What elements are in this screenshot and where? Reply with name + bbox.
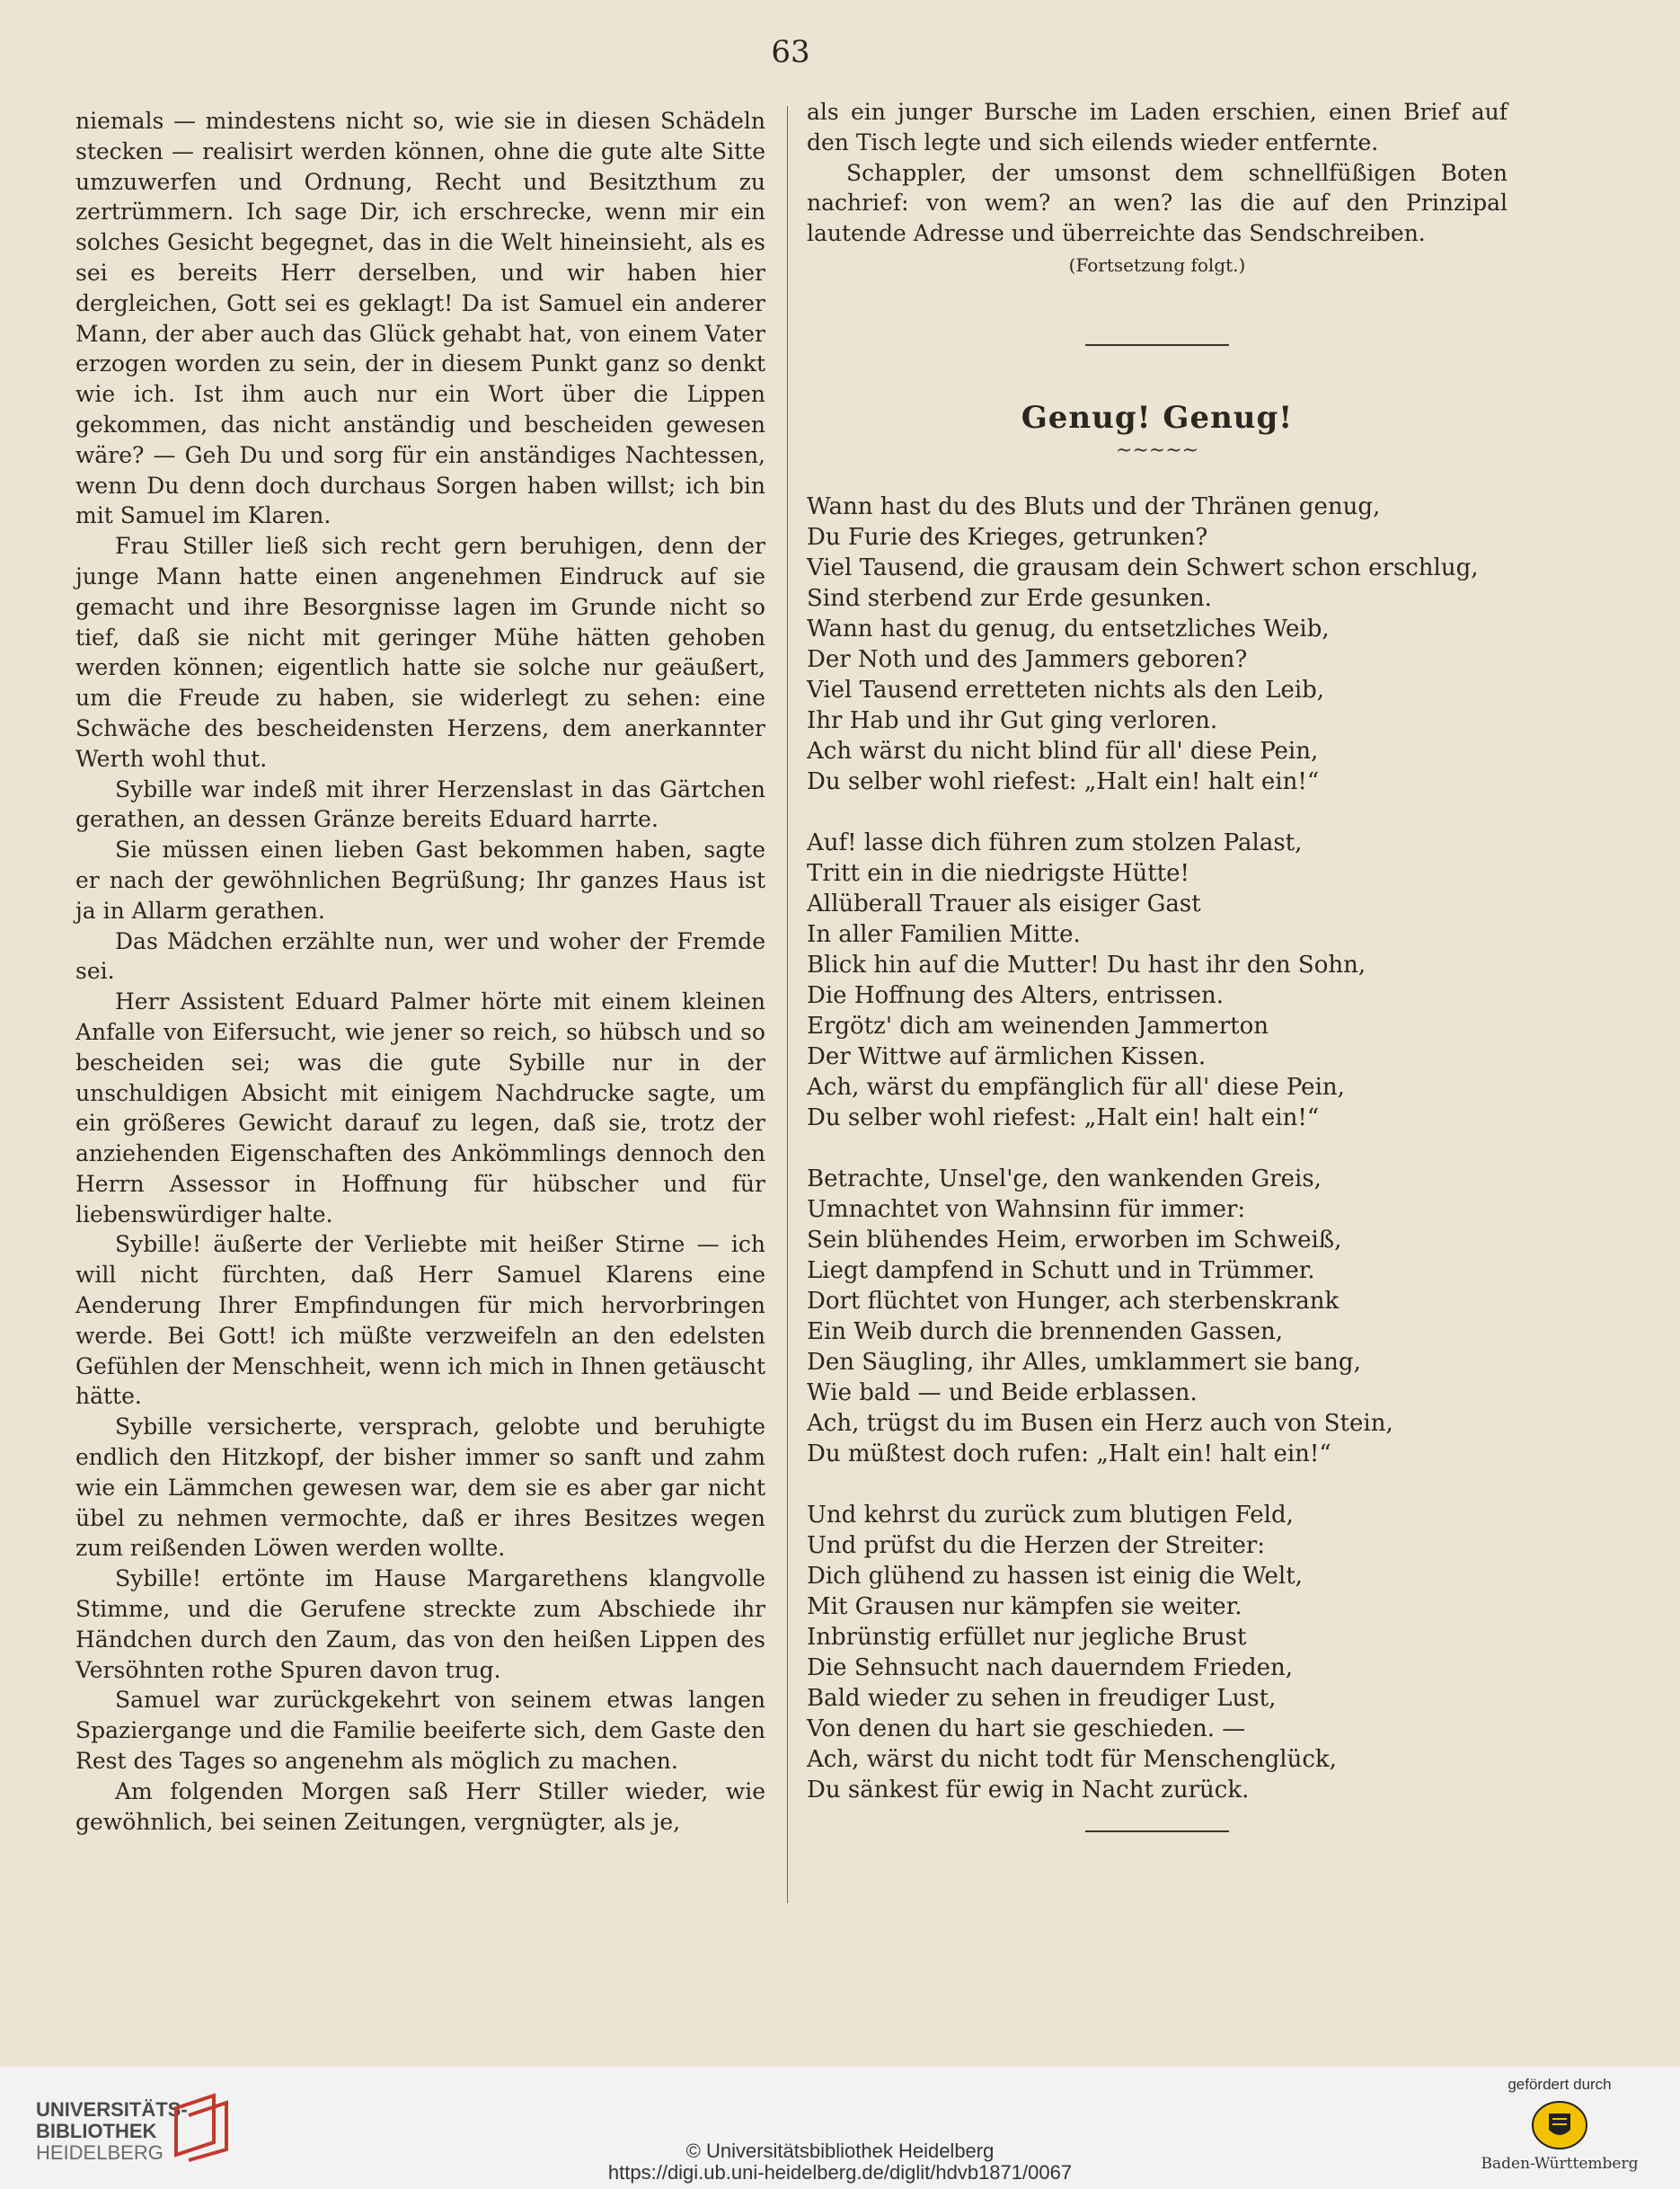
library-name-line: BIBLIOTHEK <box>36 2120 157 2142</box>
library-name-line: HEIDELBERG <box>36 2141 164 2164</box>
paragraph: Das Mädchen erzählte nun, wer und woher der Fremde sei. <box>75 927 765 985</box>
paragraph: als ein junger Bursche im Laden erschien, einen Brief auf den Tisch legte und sich eilends wieder entfernte. <box>807 99 1508 155</box>
paragraph: Sybille! ertönte im Hause Margarethens klangvolle Stimme, und die Gerufene streckte zum Abschiede ihr Händchen durch den Zaum, das von den heißen Lippen des Versöhnten rothe Spuren davon trug. <box>75 1565 765 1683</box>
copyright-block <box>0 2140 1680 2184</box>
poem-title: Genug! Genug! <box>1021 399 1294 436</box>
paragraph: Am folgenden Morgen saß Herr Stiller wieder, wie gewöhnlich, bei seinen Zeitungen, vergnügter, als je, <box>75 1777 765 1835</box>
poem-line: Bald wieder zu sehen in freudiger Lust, <box>807 1684 1277 1712</box>
poem-line: Allüberall Trauer als eisiger Gast <box>807 890 1201 917</box>
poem-line: In aller Familien Mitte. <box>807 920 1081 948</box>
poem-line: Sind sterbend zur Erde gesunken. <box>807 584 1212 612</box>
paragraph: Schappler, der umsonst dem schnellfüßigen Boten nachrief: von wem? an wen? las die auf den Prinzipal lautende Adresse und überreichte das Sendschreiben. <box>807 159 1508 247</box>
poem-line: Sein blühendes Heim, erworben im Schweiß, <box>807 1226 1342 1254</box>
poem-line: Wann hast du genug, du entsetzliches Weib, <box>807 615 1330 643</box>
title-ornament: ~~~~~ <box>1115 439 1199 462</box>
poem-stanza <box>807 828 1508 1133</box>
funder-block <box>1470 2076 1649 2173</box>
poem-line: Ihr Hab und ihr Gut ging verloren. <box>807 706 1218 734</box>
poem-line: Und prüfst du die Herzen der Streiter: <box>807 1531 1266 1559</box>
poem-line: Du müßtest doch rufen: „Halt ein! halt ein!“ <box>807 1440 1331 1467</box>
poem-line: Auf! lasse dich führen zum stolzen Palast, <box>807 829 1303 856</box>
poem-stanza <box>807 1500 1508 1805</box>
viewer-footer <box>0 2067 1680 2189</box>
poem-line: Ach, wärst du empfänglich für all' diese Pein, <box>807 1073 1345 1101</box>
paragraph: Frau Stiller ließ sich recht gern beruhigen, denn der junge Mann hatte einen angenehmen Eindruck auf sie gemacht und ihre Besorgnisse lagen im Grunde nicht so tief, daß sie nicht mit geringer Mühe hätten gehoben werden können; eigentlich hatte sie solche nur geäußert, um die Freude zu haben, sie widerlegt zu sehen: eine Schwäche des bescheidensten Herzens, dem anerkannter Werth wohl thut. <box>75 533 765 772</box>
funded-label: gefördert durch <box>1508 2076 1612 2093</box>
poem-line: Der Wittwe auf ärmlichen Kissen. <box>807 1042 1207 1070</box>
poem-line: Inbrünstig erfüllet nur jegliche Brust <box>807 1623 1247 1651</box>
paragraph: Herr Assistent Eduard Palmer hörte mit einem kleinen Anfalle von Eifersucht, wie jener so reich, so hübsch und so bescheiden sei; was die gute Sybille nur in der unschuldigen Absicht mit einigem Nachdrucke sagte, um ein größeres Gewicht darauf zu legen, daß sie, trotz der anziehenden Eigenschaften des Ankömmlings dennoch den Herrn Assessor in Hoffnung für hübscher und für liebenswürdiger halte. <box>75 988 765 1227</box>
poem-line: Die Hoffnung des Alters, entrissen. <box>807 981 1225 1009</box>
section-rule <box>1085 344 1229 346</box>
poem-line: Blick hin auf die Mutter! Du hast ihr den Sohn, <box>807 951 1366 979</box>
continued-note: (Fortsetzung folgt.) <box>1068 253 1246 276</box>
copyright-text: © Universitätsbibliothek Heidelberg <box>685 2140 995 2162</box>
funder-name: Baden-Württemberg <box>1481 2155 1639 2173</box>
poem-line: Ach, wärst du nicht todt für Menschenglück, <box>807 1745 1337 1773</box>
poem-line: Viel Tausend, die grausam dein Schwert schon erschlug, <box>807 554 1479 581</box>
paragraph: Samuel war zurückgekehrt von seinem etwas langen Spaziergange und die Familie beeiferte sich, dem Gaste den Rest des Tages so angenehm als möglich zu machen. <box>75 1687 765 1775</box>
poem-line: Und kehrst du zurück zum blutigen Feld, <box>807 1501 1294 1529</box>
library-name-line: UNIVERSITÄTS- <box>36 2098 188 2121</box>
poem-line: Viel Tausend erretteten nichts als den Leib, <box>807 676 1325 704</box>
story-continuation <box>807 97 1508 249</box>
paragraph: Sybille versicherte, versprach, gelobte und beruhigte endlich den Hitzkopf, der bisher immer so sanft und zahm wie ein Lämmchen gewesen war, dem sie es aber gar nicht übel zu nehmen vermochte, daß er ihres Besitzes wegen zum reißenden Löwen werden wollte. <box>75 1414 765 1562</box>
poem-line: Mit Grausen nur kämpfen sie weiter. <box>807 1592 1242 1620</box>
poem-line: Liegt dampfend in Schutt und in Trümmer. <box>807 1256 1315 1284</box>
poem-stanza <box>807 1164 1508 1469</box>
poem-line: Du sänkest für ewig in Nacht zurück. <box>807 1776 1250 1803</box>
right-column <box>807 97 1508 1832</box>
poem-line: Du selber wohl riefest: „Halt ein! halt ein!“ <box>807 1103 1320 1131</box>
paragraph: Sybille war indeß mit ihrer Herzenslast in das Gärtchen gerathen, an dessen Gränze bereits Eduard harrte. <box>75 775 765 833</box>
paragraph: Sybille! äußerte der Verliebte mit heißer Stirne — ich will nicht fürchten, daß Herr Samuel Klarens eine Aenderung Ihrer Empfindungen für mich hervorbringen werde. Bei Gott! ich müßte verzweifeln an den edelsten Gefühlen der Menschheit, wenn ich mich in Ihnen getäuscht hätte. <box>75 1231 765 1410</box>
poem-line: Den Säugling, ihr Alles, umklammert sie bang, <box>807 1348 1361 1376</box>
paragraph: Sie müssen einen lieben Gast bekommen haben, sagte er nach der gewöhnlichen Begrüßung; Ihr ganzes Haus ist ja in Allarm gerathen. <box>75 837 765 924</box>
poem-line: Betrachte, Unsel'ge, den wankenden Greis, <box>807 1165 1322 1192</box>
poem-line: Der Noth und des Jammers geboren? <box>807 645 1248 673</box>
poem-line: Dich glühend zu hassen ist einig die Welt, <box>807 1562 1303 1590</box>
permalink[interactable]: https://digi.ub.uni-heidelberg.de/diglit/hdvb1871/0067 <box>607 2161 1073 2184</box>
poem-line: Du selber wohl riefest: „Halt ein! halt ein!“ <box>807 767 1320 795</box>
poem-line: Du Furie des Krieges, getrunken? <box>807 523 1208 551</box>
poem-line: Tritt ein in die niedrigste Hütte! <box>807 859 1189 887</box>
poem-line: Dort flüchtet von Hunger, ach sterbenskrank <box>807 1287 1340 1315</box>
end-rule <box>1085 1830 1229 1832</box>
poem-line: Wie bald — und Beide erblassen. <box>807 1378 1198 1406</box>
poem-line: Ergötz' dich am weinenden Jammerton <box>807 1012 1269 1040</box>
page-number: 63 <box>771 34 810 70</box>
poem-line: Ach wärst du nicht blind für all' diese Pein, <box>807 737 1319 765</box>
poem-stanza <box>807 492 1508 797</box>
poem-line: Ein Weib durch die brennenden Gassen, <box>807 1317 1283 1345</box>
state-coat-of-arms-icon <box>1531 2099 1588 2151</box>
poem-line: Ach, trügst du im Busen ein Herz auch von Stein, <box>807 1409 1393 1437</box>
column-divider <box>787 106 788 1903</box>
left-column <box>75 106 765 1837</box>
poem-line: Die Sehnsucht nach dauerndem Frieden, <box>807 1653 1294 1681</box>
poem-line: Umnachtet von Wahnsinn für immer: <box>807 1195 1246 1223</box>
poem-line: Wann hast du des Bluts und der Thränen genug, <box>807 492 1381 520</box>
paragraph: niemals — mindestens nicht so, wie sie in diesen Schädeln stecken — realisirt werden können, ohne die gute alte Sitte umzuwerfen und Ordnung, Recht und Besitzthum zu zertrümmern. Ich sage Dir, ich erschrecke, wenn mir ein solches Gesicht begegnet, das in die Welt hineinsieht, als es sei es bereits Herr derselben, und wir haben hier dergleichen, Gott sei es geklagt! Da ist Samuel ein anderer Mann, der aber auch das Glück gehabt hat, von einem Vater erzogen worden zu sein, der in diesem Punkt ganz so denkt wie ich. Ist ihm auch nur ein Wort über die Lippen gekommen, das nicht anständig und bescheiden gewesen wäre? — Geh Du und sorg für ein anständiges Nachtessen, wenn Du denn doch durchaus Sorgen haben willst; ich bin mit Samuel im Klaren. <box>75 108 765 529</box>
poem-line: Von denen du hart sie geschieden. — <box>807 1715 1246 1742</box>
